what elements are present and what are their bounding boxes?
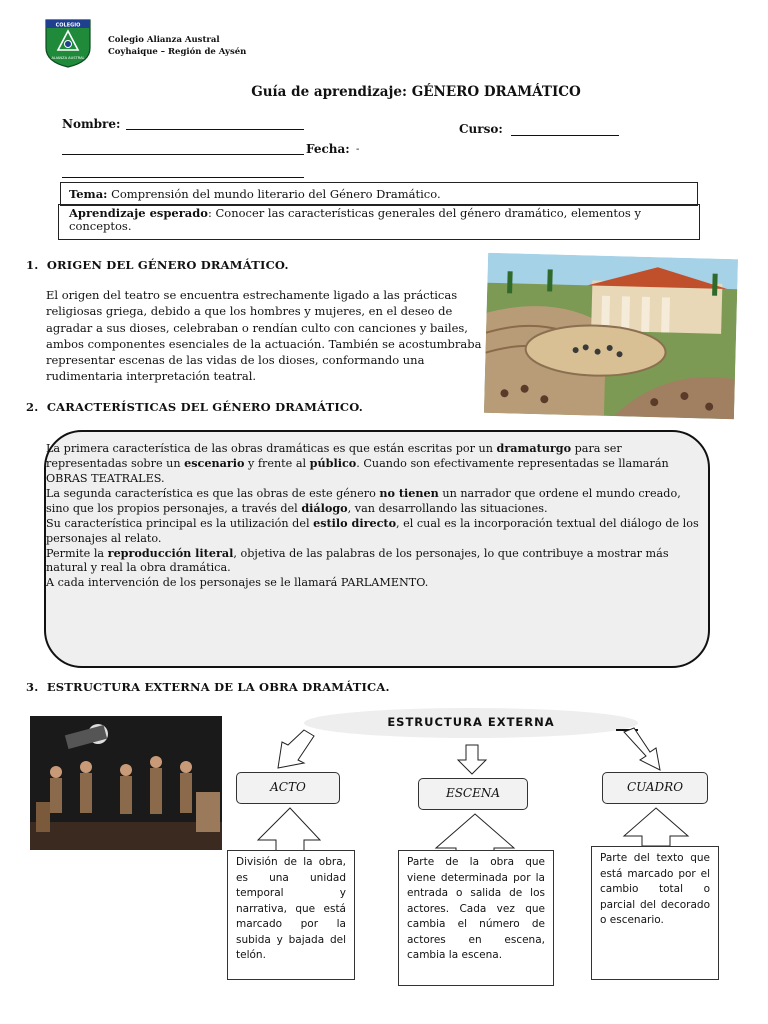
characteristic-5: A cada intervención de los personajes se le llamará PARLAMENTO. <box>46 575 429 589</box>
section1-number: 1. <box>26 258 39 272</box>
section2-heading-text: CARACTERÍSTICAS DEL GÉNERO DRAMÁTICO. <box>46 400 364 414</box>
section3-heading <box>26 680 390 694</box>
c1-d: y frente al <box>244 457 310 471</box>
c1-publico: público <box>309 456 357 471</box>
arrow-up-acto <box>258 808 320 852</box>
school-header <box>108 34 246 58</box>
aprendizaje-content <box>69 207 689 233</box>
aprendizaje-box <box>58 204 700 240</box>
characteristic-4 <box>46 546 706 576</box>
desc-cuadro: Parte del texto que está marcado por el cambio total o parcial del decorado o escenario. <box>591 846 719 980</box>
c1-a: La primera característica de las obras dramáticas es que están escritas por un <box>46 442 497 455</box>
section2-number: 2. <box>26 400 39 414</box>
theatre-actors-photo <box>26 712 226 854</box>
nombre-label: Nombre: <box>62 117 121 131</box>
school-location: Coyhaique – Región de Aysén <box>108 47 247 57</box>
arrow-up-cuadro <box>624 808 688 846</box>
logo-top-text: COLEGIO <box>55 22 81 29</box>
school-logo <box>44 18 92 68</box>
c1-e: . Cuando son efectivamente representadas se llamarán OBRAS TEATRALES. <box>46 457 669 485</box>
section1-heading <box>26 258 289 272</box>
c4-c: , objetiva de las palabras de los personajes, lo que contribuye a mostrar más natural y real la obra dramática. <box>46 547 669 575</box>
node-acto: ACTO <box>236 772 340 804</box>
c1-dramaturgo: dramaturgo <box>496 441 572 455</box>
fecha-value[interactable]: - <box>356 144 360 155</box>
c2-a: La segunda característica es que las obras de este género <box>46 486 380 500</box>
arrow-up-escena <box>436 814 514 852</box>
c3-c: , el cual es la incorporación textual del diálogo de los personajes al relato. <box>46 517 699 545</box>
c3-estilo-directo: estilo directo <box>313 516 397 531</box>
diagram-title: ESTRUCTURA EXTERNA <box>387 715 555 729</box>
c2-dialogo: diálogo <box>301 501 348 516</box>
section3-number: 3. <box>26 680 39 694</box>
c4-a: Permite la <box>46 547 108 561</box>
nombre-field[interactable] <box>126 129 304 130</box>
arrow-down-center <box>458 745 486 774</box>
node-cuadro: CUADRO <box>602 772 708 804</box>
desc-escena: Parte de la obra que viene determinada por la entrada o salida de los actores. Cada vez que cambia el número de actores en escena, cambia la escena. <box>398 850 554 986</box>
page-title: Guía de aprendizaje: GÉNERO DRAMÁTICO <box>251 84 581 100</box>
greek-theatre-illustration <box>484 253 738 419</box>
curso-field[interactable] <box>511 135 619 136</box>
c4-reproduccion: reproducción literal <box>107 546 234 561</box>
c2-d: , van desarrollando las situaciones. <box>347 502 548 516</box>
section2-heading <box>26 400 363 414</box>
c1-escenario: escenario <box>184 456 245 471</box>
nombre-field-line-2[interactable] <box>62 154 304 155</box>
logo-bottom-text: ALIANZA AUSTRAL <box>51 56 85 60</box>
arrow-down-right <box>624 728 660 770</box>
tema-content <box>69 187 441 201</box>
c2-c: un narrador que ordene el mundo creado, sino que los propios personajes, a través del <box>46 486 681 516</box>
c1-c: para ser representadas sobre un <box>46 442 622 471</box>
c3-a: Su característica principal es la utilización del <box>46 517 314 531</box>
section3-heading-text: ESTRUCTURA EXTERNA DE LA OBRA DRAMÁTICA. <box>46 680 390 694</box>
characteristic-2 <box>46 486 706 517</box>
school-name: Colegio Alianza Austral <box>108 35 220 45</box>
curso-label: Curso: <box>459 122 503 136</box>
tema-label: Tema: <box>69 187 108 201</box>
node-escena: ESCENA <box>418 778 528 810</box>
section1-body: El origen del teatro se encuentra estrechamente ligado a las prácticas religiosas griega, debido a que los hombres y mujeres, en el deseo de agradar a sus dioses, celebraban o rendían culto con canciones y bailes, ambos componentes esenciales de la actuación. También se acostumbraba representar escenas de las vidas de los dioses, conformando una rudimentaria interpretación teatral. <box>46 288 482 384</box>
characteristic-1 <box>46 441 706 486</box>
section1-heading-text: ORIGEN DEL GÉNERO DRAMÁTICO. <box>46 258 289 272</box>
characteristic-3 <box>46 516 706 546</box>
aprendizaje-label: Aprendizaje esperado <box>69 206 208 220</box>
arrow-down-left <box>278 730 314 768</box>
tema-box <box>60 182 698 206</box>
fecha-label: Fecha: <box>306 142 350 156</box>
c2-no-tienen: no tienen <box>379 485 439 500</box>
characteristics-text <box>46 441 706 590</box>
desc-acto: División de la obra, es una unidad temporal y narrativa, que está marcado por la subida y bajada del telón. <box>227 850 355 980</box>
tema-text: Comprensión del mundo literario del Género Dramático. <box>111 187 441 201</box>
blank-line[interactable] <box>62 177 304 178</box>
aprendizaje-text: : Conocer las características generales del género dramático, elementos y conceptos. <box>69 206 641 233</box>
